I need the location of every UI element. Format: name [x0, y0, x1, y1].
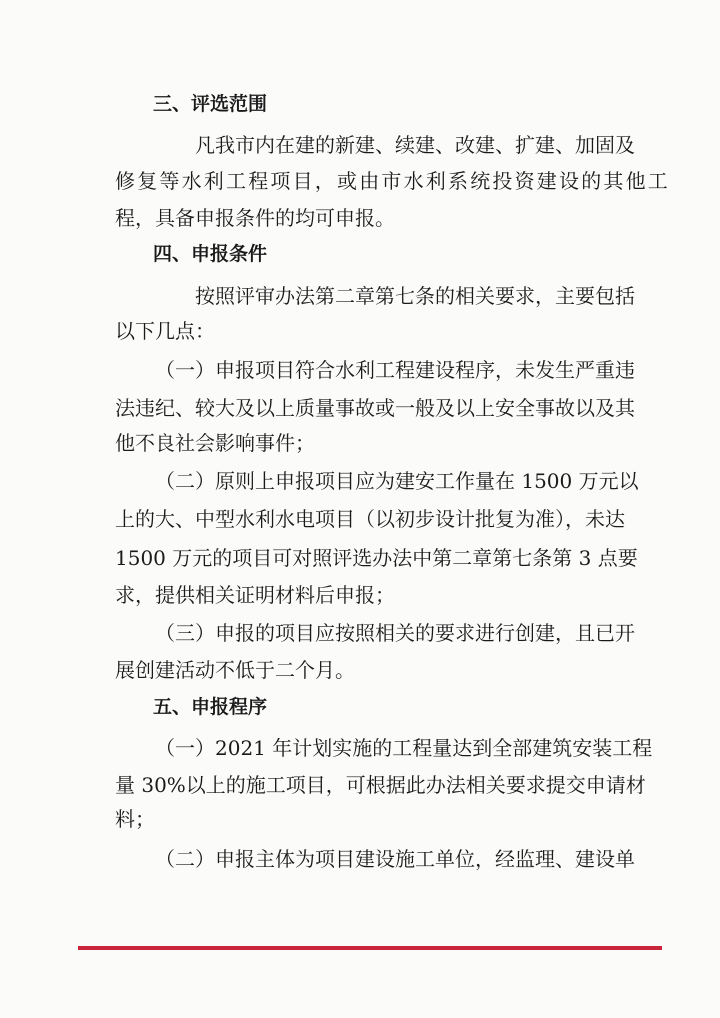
paragraph-line: 法违纪、较大及以上质量事故或一般及以上安全事故以及其 — [115, 396, 635, 420]
paragraph-line: （二）申报主体为项目建设施工单位，经监理、建设单 — [155, 847, 635, 871]
paragraph-line: 展创建活动不低于二个月。 — [115, 658, 355, 682]
paragraph-line: （一）2021 年计划实施的工程量达到全部建筑安装工程 — [155, 736, 653, 760]
paragraph-line: 凡我市内在建的新建、续建、改建、扩建、加固及 — [195, 133, 635, 157]
paragraph-line: 按照评审办法第二章第七条的相关要求，主要包括 — [195, 284, 635, 308]
paragraph-line: 1500 万元的项目可对照评选办法中第二章第七条第 3 点要 — [115, 546, 638, 570]
paragraph-line: 修复等水利工程项目，或由市水利系统投资建设的其他工 — [115, 169, 670, 193]
section-heading-procedure: 五、申报程序 — [153, 696, 268, 718]
footer-red-rule — [78, 946, 662, 950]
paragraph-line: （一）申报项目符合水利工程建设程序，未发生严重违 — [155, 358, 635, 382]
section-heading-scope: 三、评选范围 — [153, 93, 268, 115]
paragraph-line: 以下几点： — [115, 319, 215, 343]
section-heading-conditions: 四、申报条件 — [153, 243, 268, 265]
paragraph-line: （三）申报的项目应按照相关的要求进行创建，且已开 — [155, 621, 635, 645]
paragraph-line: 量 30%以上的施工项目，可根据此办法相关要求提交申请材 — [115, 773, 646, 797]
paragraph-line: 料； — [115, 807, 155, 831]
paragraph-line: 他不良社会影响事件； — [115, 431, 315, 455]
paragraph-line: 求，提供相关证明材料后申报； — [115, 583, 395, 607]
paragraph-line: 程，具备申报条件的均可申报。 — [115, 206, 395, 230]
paragraph-line: （二）原则上申报项目应为建安工作量在 1500 万元以 — [155, 469, 639, 493]
paragraph-line: 上的大、中型水利水电项目（以初步设计批复为准），未达 — [115, 507, 625, 531]
